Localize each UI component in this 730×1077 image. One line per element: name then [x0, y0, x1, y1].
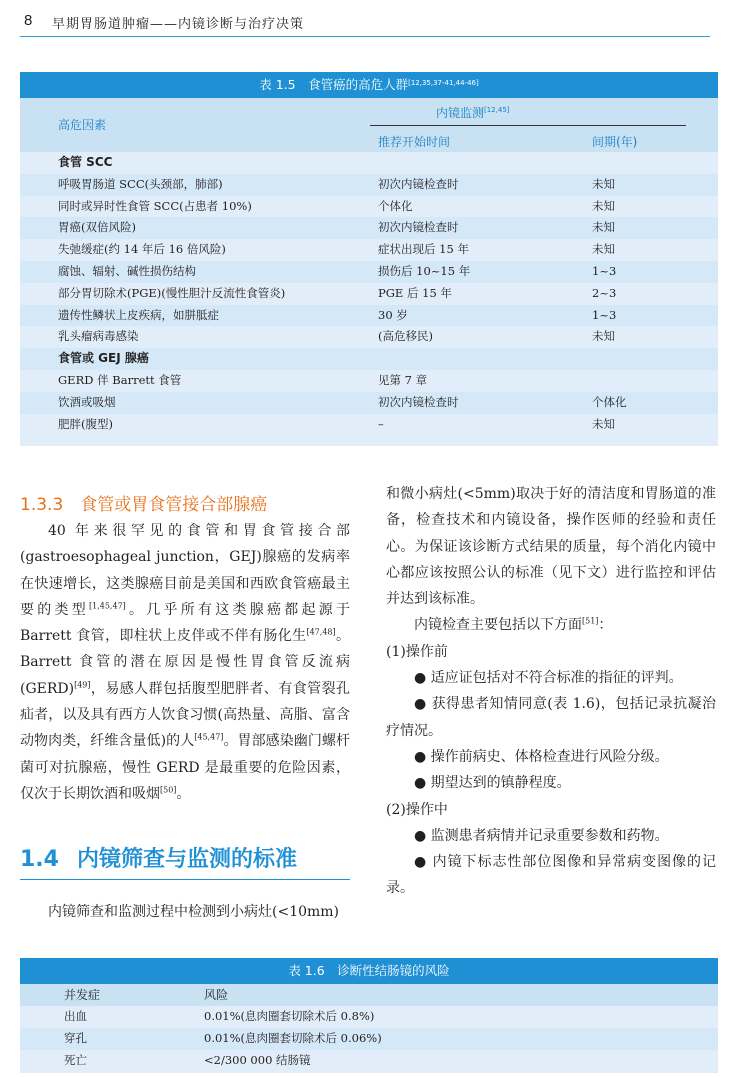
intra-list	[386, 823, 716, 902]
interval-cell: 未知	[592, 198, 615, 213]
table-row	[20, 370, 718, 392]
risk-cell: GERD 伴 Barrett 食管	[58, 372, 182, 387]
paragraph: 和微小病灶(<5mm)取决于好的清洁度和胃肠道的准备，检查技术和内镜设备，操作医师的经验和责任心。为保证该诊断方式结果的质量，每个消化内镜中心都应该按照公认的标准（见下文）进行监控和评估并达到该标准。	[386, 486, 716, 608]
table-caption	[20, 72, 718, 98]
list-item: ● 操作前病史、体格检查进行风险分级。	[414, 748, 669, 765]
risk-cell: 食管 SCC	[58, 155, 113, 169]
header-rule	[20, 36, 710, 37]
risk-cell: 乳头瘤病毒感染	[58, 329, 139, 344]
pre-list	[386, 665, 716, 796]
table-caption-text: 表 1.5 食管癌的高危人群	[259, 77, 409, 92]
start-cell: PGE 后 15 年	[378, 285, 452, 300]
text-run: ，易感人群包括腹型肥胖者、有食管裂孔疝者，以及具有西方人饮食习惯(高热量、高脂、富含动物肉类，纤维含量低)的人	[20, 680, 350, 750]
interval-cell: 未知	[592, 329, 615, 344]
list-label-intra: (2)操作中	[386, 801, 448, 818]
start-cell: 损伤后 10~15 年	[378, 263, 471, 278]
list-item: ● 适应证包括对不符合标准的指征的评判。	[414, 670, 683, 687]
start-cell: 初次内镜检查时	[378, 394, 459, 409]
table-1-6	[20, 958, 718, 1073]
risk-cell: 0.01%(息肉圈套切除术后 0.8%)	[204, 1009, 375, 1023]
interval-cell: 未知	[592, 416, 615, 431]
text-run: 。几乎所有这类腺癌都起源于 Barrett 食管，即柱状上皮伴或不伴有肠化生	[20, 601, 351, 645]
risk-cell: 遗传性鳞状上皮疾病，如胼胝症	[58, 307, 219, 322]
interval-cell: 个体化	[592, 394, 627, 409]
table-row	[20, 152, 718, 174]
list-label-pre: (1)操作前	[386, 643, 448, 660]
running-header	[20, 12, 710, 40]
section-heading-1-3-3: 1.3.3 食管或胃食管接合部腺癌	[20, 495, 268, 515]
start-cell: (高危移民)	[378, 329, 433, 344]
complication-cell: 穿孔	[64, 1030, 87, 1045]
risk-cell: 肥胖(腹型)	[58, 416, 113, 431]
paragraph: 内镜筛查和监测过程中检测到小病灶(<10mm)	[48, 904, 340, 920]
section-heading-rule	[20, 879, 350, 880]
table-header	[20, 98, 718, 152]
risk-cell: 同时或异时性食管 SCC(占患者 10%)	[58, 198, 252, 213]
group-header-refs: [12,45]	[484, 106, 510, 114]
risk-cell: 饮酒或吸烟	[58, 394, 116, 409]
interval-cell: 1~3	[592, 263, 617, 278]
citation: [45,47]	[194, 732, 224, 742]
right-column-text	[386, 481, 716, 902]
citation: [50]	[160, 785, 177, 795]
risk-cell: 呼吸胃肠道 SCC(头颈部，肺部)	[58, 176, 223, 191]
start-cell: 症状出现后 15 年	[378, 242, 469, 257]
complication-cell: 死亡	[64, 1052, 87, 1067]
table-row	[20, 326, 718, 348]
table-row	[20, 1050, 718, 1072]
text-run: 。胃部感染幽门螺杆菌可对抗腺癌，慢性 GERD 是最重要的危险因素，仅次于长期饮酒和吸烟	[20, 733, 350, 802]
start-cell: 个体化	[378, 198, 413, 213]
table-row	[20, 414, 718, 436]
risk-cell: 食管或 GEJ 腺癌	[58, 351, 149, 366]
list-item: ● 期望达到的镇静程度。	[414, 775, 571, 792]
book-title: 早期胃肠道肿瘤——内镜诊断与治疗决策	[52, 17, 305, 32]
left-column-text	[20, 518, 350, 807]
text-run: 40 年来很罕见的食管和胃食管接合部(gastroesophageal junction，GEJ)腺癌的发病率在快速增长，这类腺癌目前是美国和西欧食管癌最主要的类型	[20, 523, 350, 618]
start-cell: 30 岁	[378, 307, 408, 322]
start-cell: –	[378, 416, 384, 431]
group-header	[436, 104, 510, 121]
table-caption: 表 1.6 诊断性结肠镜的风险	[20, 958, 718, 984]
start-cell: 初次内镜检查时	[378, 220, 459, 235]
group-header-text: 内镜监测	[436, 106, 485, 120]
citation: [51]	[582, 616, 599, 626]
citation: [49]	[74, 680, 91, 690]
paragraph	[386, 612, 716, 638]
text-run: 内镜检查主要包括以下方面	[414, 617, 582, 634]
risk-cell: <2/300 000 结肠镜	[204, 1052, 311, 1067]
col-complication-header: 并发症	[64, 988, 101, 1002]
list-item: ● 监测患者病情并记录重要参数和药物。	[414, 827, 669, 844]
text-run: 。Barrett 食管的潜在原因是慢性胃食管反流病(GERD)	[20, 628, 351, 697]
list-item: ● 内镜下标志性部位图像和异常病变图像的记录。	[386, 854, 716, 897]
section-title: 内镜筛查与监测的标准	[76, 847, 297, 872]
interval-cell: 未知	[592, 176, 615, 191]
table-header	[20, 984, 718, 1006]
table-row	[20, 217, 718, 239]
col-start-header: 推荐开始时间	[378, 135, 451, 149]
table-row	[20, 305, 718, 327]
table-row	[20, 283, 718, 305]
interval-cell: 2~3	[592, 285, 617, 300]
paragraph	[20, 518, 350, 807]
interval-cell: 1~3	[592, 307, 617, 322]
table-row	[20, 239, 718, 261]
table-body	[20, 1006, 718, 1071]
text-run: 。	[176, 785, 191, 802]
citation: [47,48]	[306, 627, 336, 637]
page-number: 8	[24, 12, 33, 29]
table-body	[20, 152, 718, 435]
left-column-text-2	[20, 899, 350, 925]
table-row	[20, 1028, 718, 1050]
section-heading-1-4	[20, 842, 297, 873]
table-caption-refs: [12,35,37-41,44-46]	[408, 79, 479, 87]
col-interval-header: 间期(年)	[592, 135, 638, 149]
table-1-5	[20, 72, 718, 446]
list-item: ● 获得患者知情同意(表 1.6)，包括记录抗凝治疗情况。	[386, 696, 716, 739]
risk-cell: 0.01%(息肉圈套切除术后 0.06%)	[204, 1030, 382, 1045]
col-risk-header: 高危因素	[58, 118, 107, 132]
table-row	[20, 392, 718, 414]
table-row	[20, 261, 718, 283]
start-cell: 初次内镜检查时	[378, 176, 459, 191]
interval-cell: 未知	[592, 220, 615, 235]
risk-cell: 失弛缓症(约 14 年后 16 倍风险)	[58, 242, 226, 257]
section-number: 1.4	[20, 847, 59, 872]
col-risk-header: 风险	[204, 988, 229, 1002]
group-rule	[370, 125, 686, 126]
interval-cell: 未知	[592, 242, 615, 257]
table-row	[20, 196, 718, 218]
table-row	[20, 348, 718, 370]
start-cell: 见第 7 章	[378, 372, 428, 387]
complication-cell: 出血	[64, 1009, 87, 1023]
risk-cell: 部分胃切除术(PGE)(慢性胆汁反流性食管炎)	[58, 285, 286, 300]
risk-cell: 胃癌(双倍风险)	[58, 220, 136, 235]
risk-cell: 腐蚀、辐射、碱性损伤结构	[58, 263, 196, 278]
text-run: ：	[598, 617, 613, 634]
table-row	[20, 1006, 718, 1028]
table-row	[20, 174, 718, 196]
citation: [1,45,47]	[89, 601, 126, 611]
